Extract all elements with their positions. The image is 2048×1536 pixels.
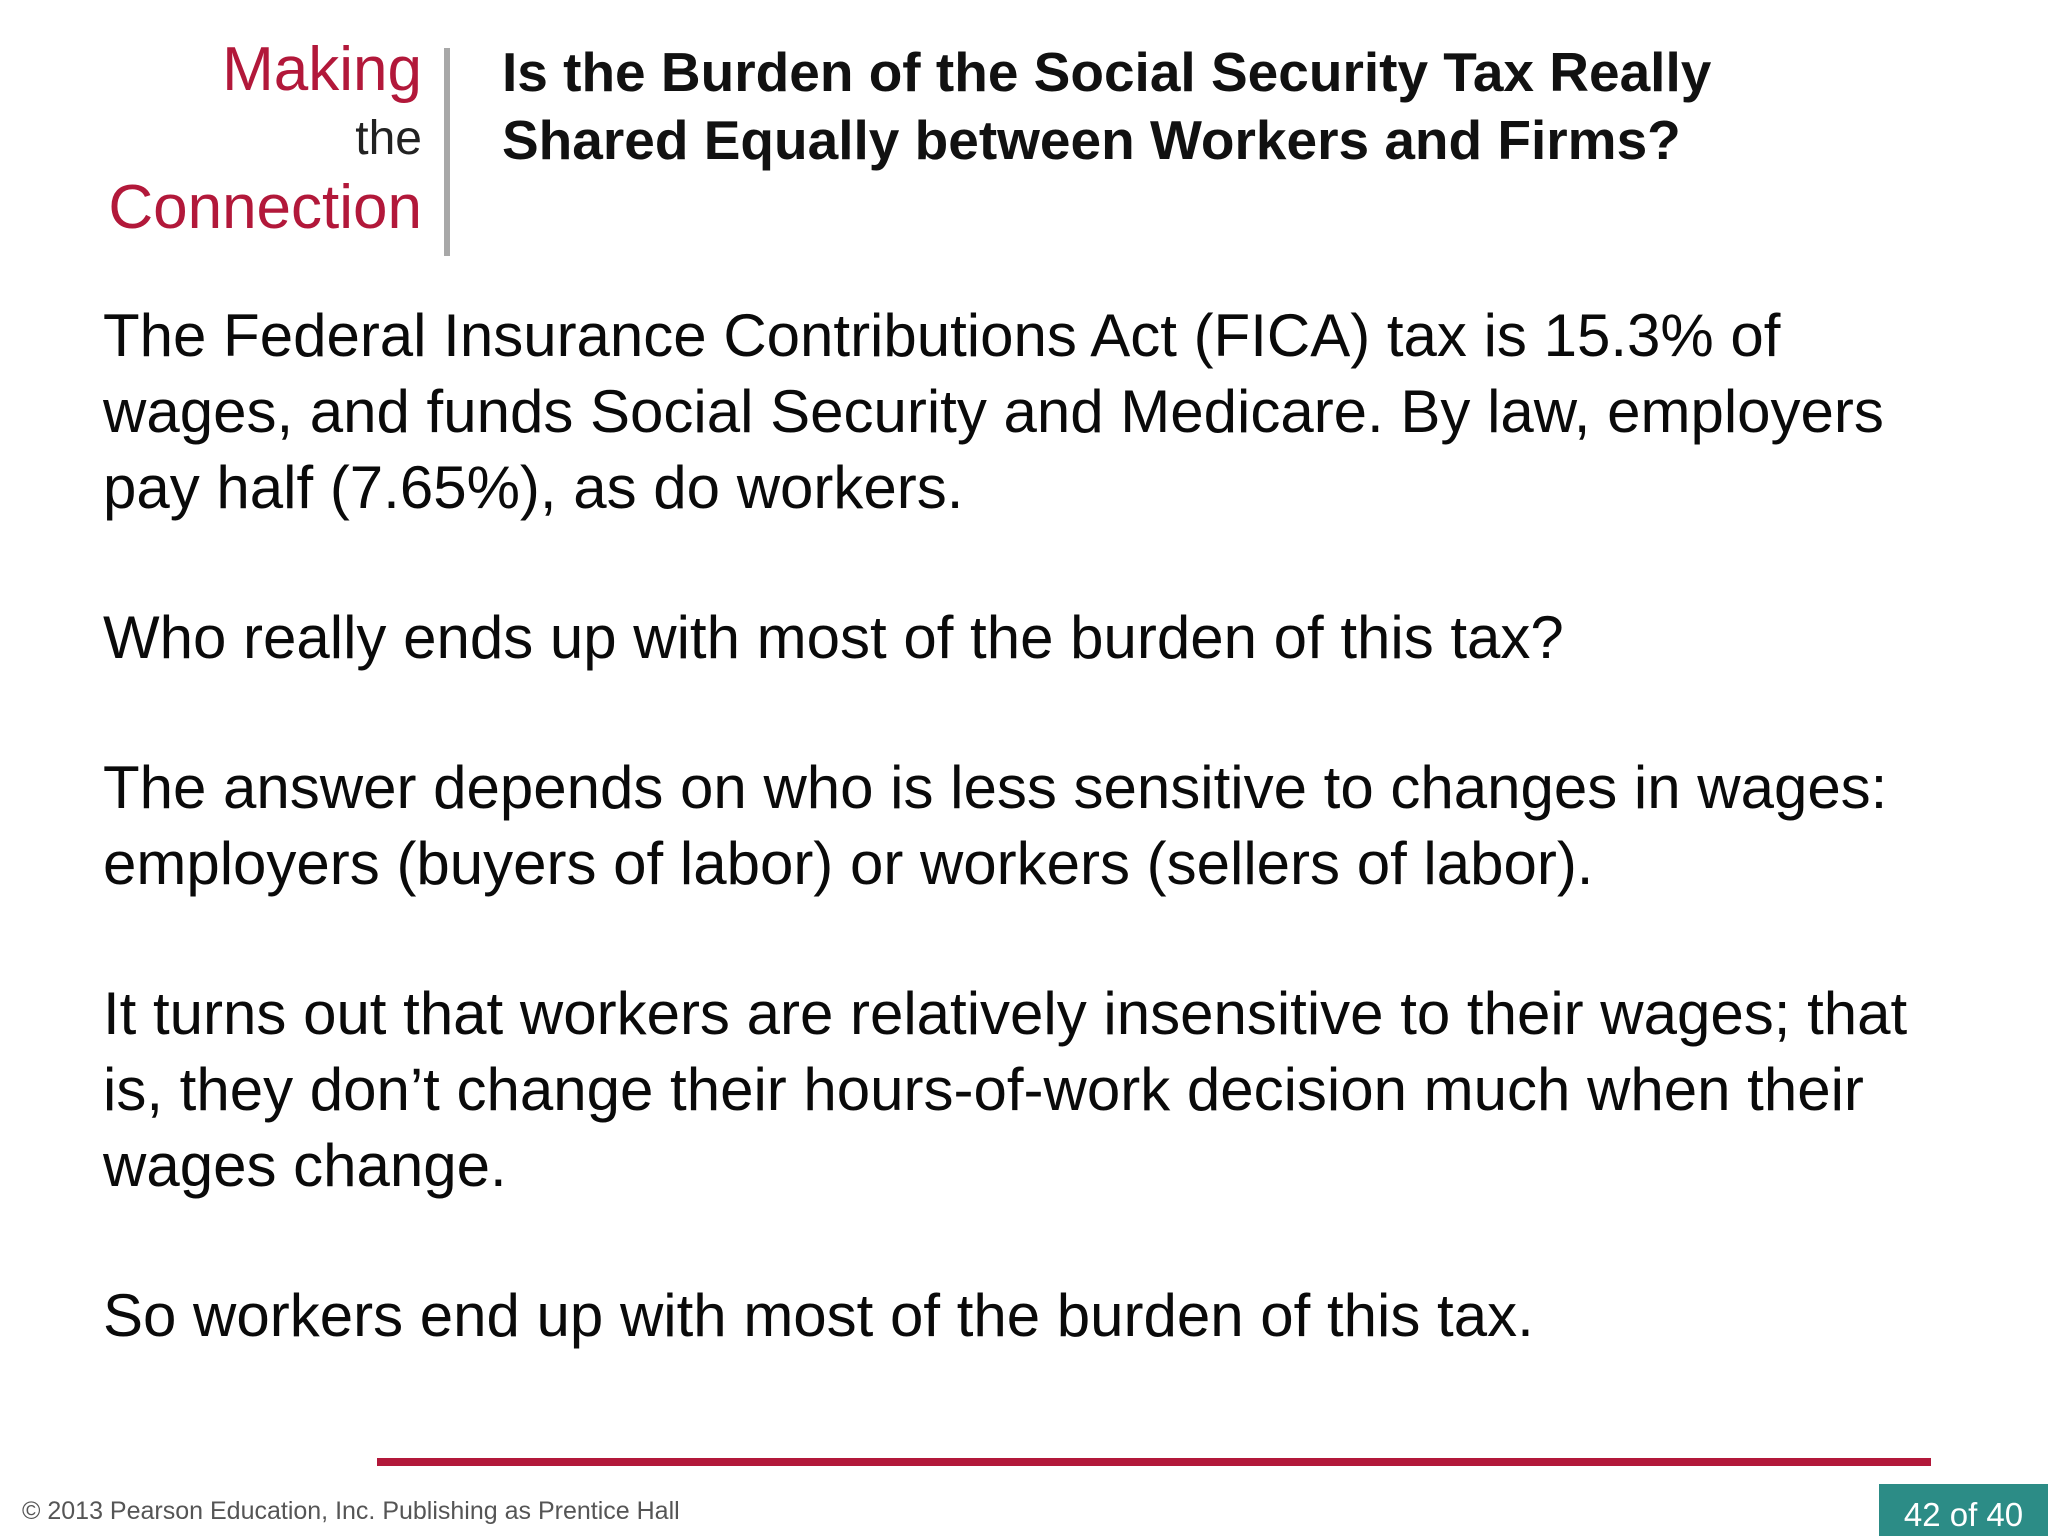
badge-connection: Connection (108, 173, 422, 242)
paragraph-conclusion: So workers end up with most of the burden of this tax. (103, 1282, 1534, 1349)
paragraph-answer: The answer depends on who is less sensitive to changes in wages: employers (buyers of labor) or workers (sellers of labor). (103, 754, 1888, 897)
paragraph-fica: The Federal Insurance Contributions Act (FICA) tax is 15.3% of wages, and funds Social Security and Medicare. By law, employers pay half (7.65%), as do workers. (103, 302, 1884, 521)
badge-making: Making (222, 35, 422, 104)
slide-title: Is the Burden of the Social Security Tax Really Shared Equally between Workers and Firms? (502, 41, 1712, 171)
making-the-connection-badge (60, 34, 422, 244)
copyright-notice: © 2013 Pearson Education, Inc. Publishing as Prentice Hall (22, 1497, 680, 1525)
paragraph-workers: It turns out that workers are relatively insensitive to their wages; that is, they don’t change their hours-of-work decision much when their wages change. (103, 980, 1908, 1199)
paragraph-question: Who really ends up with most of the burden of this tax? (103, 604, 1564, 671)
header-divider (444, 48, 450, 256)
page-indicator: 42 of 40 (1879, 1484, 2048, 1536)
slide-body (103, 298, 1963, 1428)
footer-rule (377, 1458, 1931, 1466)
badge-the: the (355, 112, 422, 165)
